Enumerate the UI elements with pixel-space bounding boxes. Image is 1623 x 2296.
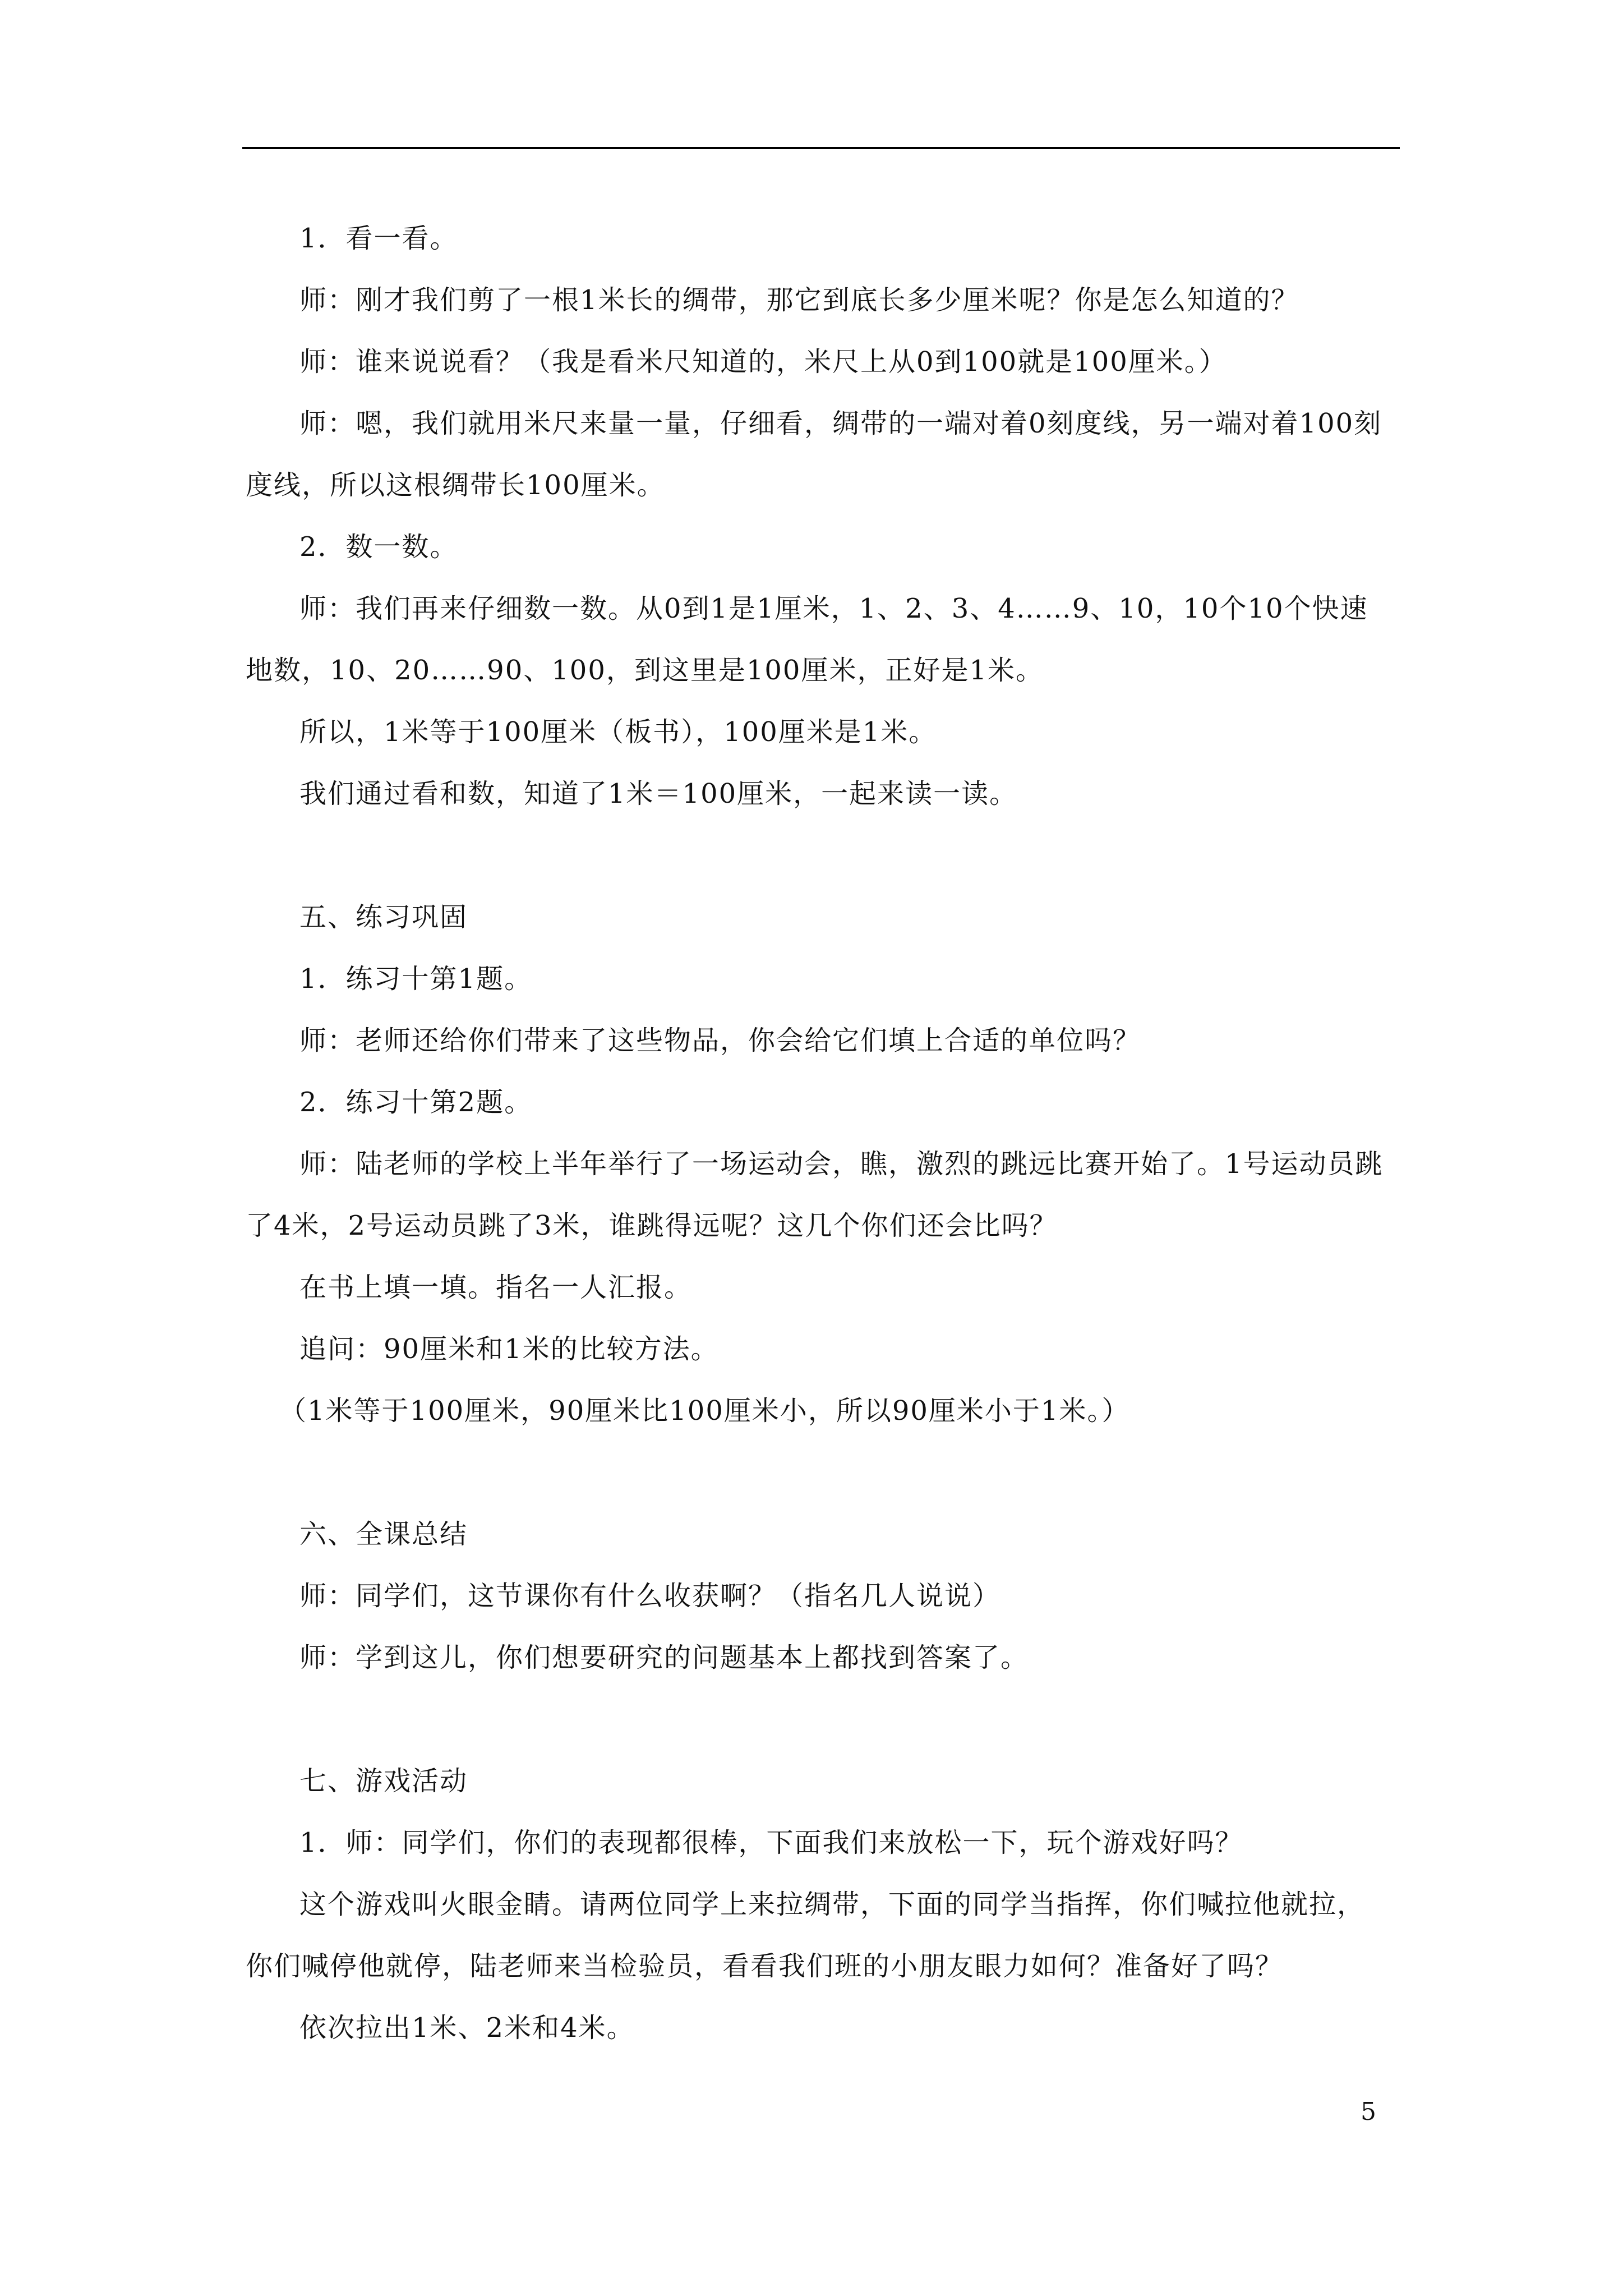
- header-rule: [242, 147, 1400, 149]
- paragraph: 师：谁来说说看？（我是看米尺知道的，米尺上从0到100就是100厘米。）: [299, 346, 1227, 378]
- page-number: 5: [1361, 2097, 1376, 2126]
- paragraph: 依次拉出1米、2米和4米。: [299, 2012, 635, 2044]
- paragraph: 在书上填一填。指名一人汇报。: [299, 1272, 693, 1303]
- paragraph: 1．师：同学们，你们的表现都很棒，下面我们来放松一下，玩个游戏好吗？: [299, 1827, 1243, 1858]
- paragraph: 2．练习十第2题。: [299, 1087, 533, 1118]
- section-gap: [246, 1442, 1390, 1503]
- paragraph: 1．看一看。: [299, 223, 458, 254]
- paragraph: 师：我们再来仔细数一数。从0到1是1厘米，1、2、3、4……9、10，10个10个快速地数，10、20……90、100，到这里是100厘米，正好是1米。: [246, 593, 1368, 686]
- paragraph: 1．练习十第1题。: [299, 963, 533, 995]
- page-body: [246, 208, 1390, 2059]
- paragraph: （1米等于100厘米，90厘米比100厘米小，所以90厘米小于1米。）: [279, 1395, 1130, 1427]
- section-heading: 六、全课总结: [299, 1519, 468, 1550]
- paragraph: 追问：90厘米和1米的比较方法。: [299, 1333, 719, 1365]
- paragraph: 师：学到这儿，你们想要研究的问题基本上都找到答案了。: [299, 1642, 1029, 1673]
- paragraph: 师：老师还给你们带来了这些物品，你会给它们填上合适的单位吗？: [299, 1025, 1141, 1056]
- paragraph: 师：嗯，我们就用米尺来量一量，仔细看，绸带的一端对着0刻度线，另一端对着100刻度线，所以这根绸带长100厘米。: [246, 408, 1382, 501]
- paragraph: 我们通过看和数，知道了1米＝100厘米，一起来读一读。: [299, 778, 1018, 809]
- paragraph: 这个游戏叫火眼金睛。请两位同学上来拉绸带，下面的同学当指挥，你们喊拉他就拉，你们喊停他就停，陆老师来当检验员，看看我们班的小朋友眼力如何？准备好了吗？: [246, 1889, 1366, 1982]
- paragraph: 师：同学们，这节课你有什么收获啊？（指名几人说说）: [299, 1580, 1001, 1612]
- section-heading: 七、游戏活动: [299, 1765, 468, 1797]
- section-heading: 五、练习巩固: [299, 901, 468, 933]
- paragraph: 2．数一数。: [299, 531, 458, 563]
- section-gap: [246, 825, 1390, 886]
- paragraph: 师：陆老师的学校上半年举行了一场运动会，瞧，激烈的跳远比赛开始了。1号运动员跳了4米，2号运动员跳了3米，谁跳得远呢？这几个你们还会比吗？: [246, 1148, 1384, 1241]
- section-gap: [246, 1688, 1390, 1750]
- paragraph: 师：刚才我们剪了一根1米长的绸带，那它到底长多少厘米呢？你是怎么知道的？: [299, 284, 1299, 316]
- paragraph: 所以，1米等于100厘米（板书），100厘米是1米。: [299, 716, 937, 748]
